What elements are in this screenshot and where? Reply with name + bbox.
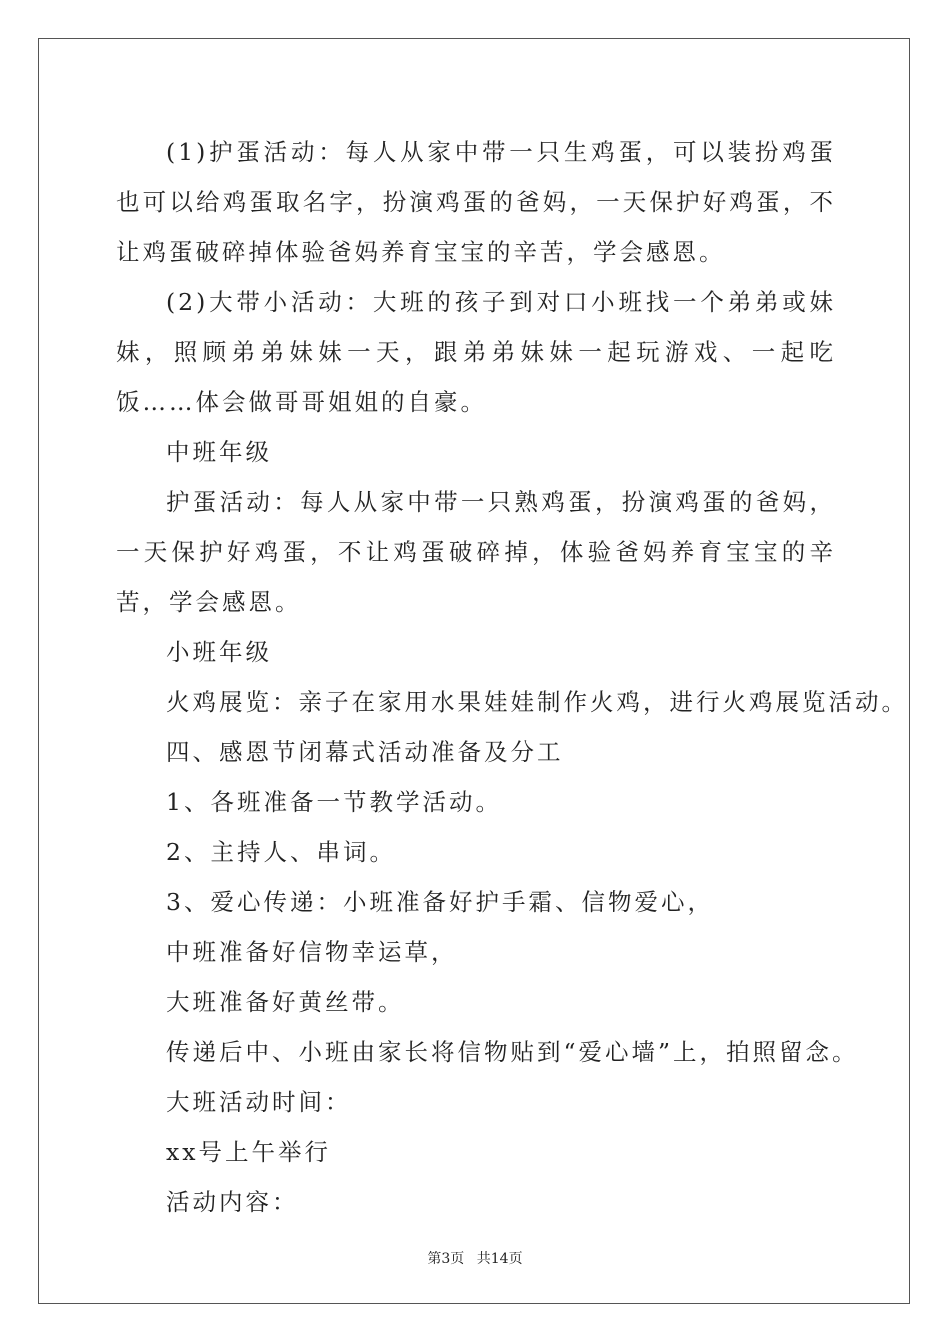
paragraph-middle-class: 护蛋活动：每人从家中带一只熟鸡蛋，扮演鸡蛋的爸妈，一天保护好鸡蛋，不让鸡蛋破碎掉，体验爸妈养育宝宝的辛苦，学会感恩。 [116, 488, 836, 616]
paragraph-big-help-small: (2)大带小活动：大班的孩子到对口小班找一个弟弟或妹妹，照顾弟弟妹妹一天，跟弟弟妹妹一起玩游戏、一起吃饭……体会做哥哥姐姐的自豪。 [116, 288, 836, 416]
activity-content-label: 活动内容： [166, 1188, 299, 1216]
heading-middle-class: 中班年级 [166, 438, 272, 466]
large-class-time-label: 大班活动时间： [166, 1088, 352, 1116]
list-item-3-middle: 中班准备好信物幸运草， [166, 938, 458, 966]
list-item-3-large: 大班准备好黄丝带。 [166, 988, 405, 1016]
page-number: 第3页 [427, 1251, 465, 1267]
total-pages: 共14页 [476, 1251, 523, 1267]
section-four-heading: 四、感恩节闭幕式活动准备及分工 [166, 738, 564, 766]
document-body [116, 127, 908, 1227]
page-footer [0, 1248, 950, 1268]
list-item-2: 2、主持人、串词。 [166, 838, 396, 866]
list-item-3: 3、爱心传递：小班准备好护手霜、信物爱心， [166, 888, 714, 916]
list-item-1: 1、各班准备一节教学活动。 [166, 788, 502, 816]
paragraph-small-class: 火鸡展览：亲子在家用水果娃娃制作火鸡，进行火鸡展览活动。 [166, 688, 908, 716]
large-class-time-value: xx号上午举行 [166, 1138, 332, 1166]
heading-small-class: 小班年级 [166, 638, 272, 666]
paragraph-egg-protection: (1)护蛋活动：每人从家中带一只生鸡蛋，可以装扮鸡蛋也可以给鸡蛋取名字，扮演鸡蛋的爸妈，一天保护好鸡蛋，不让鸡蛋破碎掉体验爸妈养育宝宝的辛苦，学会感恩。 [116, 138, 836, 266]
paragraph-after-pass: 传递后中、小班由家长将信物贴到“爱心墙”上，拍照留念。 [166, 1038, 859, 1066]
